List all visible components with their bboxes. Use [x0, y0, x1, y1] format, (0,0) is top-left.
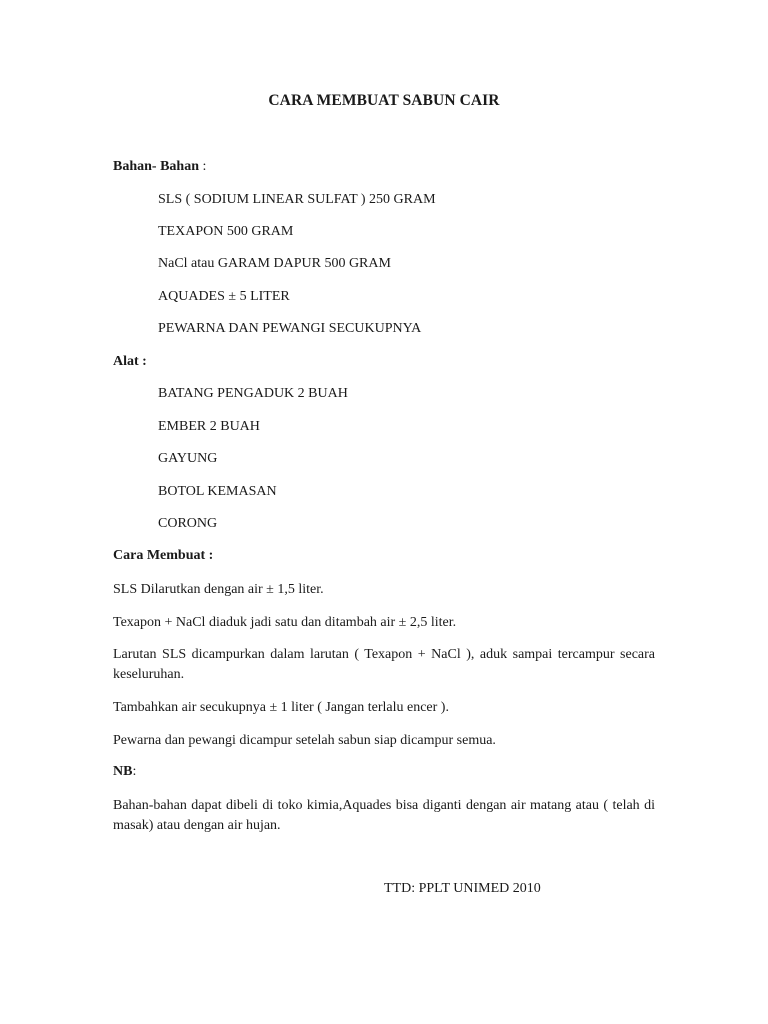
alat-item: CORONG [158, 516, 218, 531]
cara-step: Larutan SLS dicampurkan dalam larutan ( Texapon + NaCl ), aduk sampai tercampur secara keseluruhan. [113, 647, 655, 682]
alat-item: BATANG PENGADUK 2 BUAH [158, 386, 348, 401]
nb-heading-line [113, 764, 136, 780]
bahan-heading: Bahan- Bahan [113, 159, 199, 174]
bahan-heading-line [113, 159, 206, 175]
alat-item: BOTOL KEMASAN [158, 484, 277, 499]
cara-step: Texapon + NaCl diaduk jadi satu dan ditambah air ± 2,5 liter. [113, 615, 457, 630]
cara-step: Tambahkan air secukupnya ± 1 liter ( Jangan terlalu encer ). [113, 700, 449, 715]
bahan-item: TEXAPON 500 GRAM [158, 224, 294, 239]
document-title: CARA MEMBUAT SABUN CAIR [268, 92, 500, 109]
bahan-item: NaCl atau GARAM DAPUR 500 GRAM [158, 256, 391, 271]
alat-heading: Alat : [113, 354, 147, 369]
cara-heading: Cara Membuat : [113, 548, 214, 563]
alat-item: EMBER 2 BUAH [158, 419, 260, 434]
bahan-item: PEWARNA DAN PEWANGI SECUKUPNYA [158, 321, 422, 336]
nb-heading: NB [113, 764, 133, 779]
cara-step: SLS Dilarutkan dengan air ± 1,5 liter. [113, 582, 324, 597]
signature: TTD: PPLT UNIMED 2010 [384, 881, 541, 896]
nb-colon: : [132, 764, 137, 779]
bahan-colon: : [198, 159, 207, 174]
bahan-item: AQUADES ± 5 LITER [158, 289, 290, 304]
alat-item: GAYUNG [158, 451, 218, 466]
nb-text: Bahan-bahan dapat dibeli di toko kimia,Aquades bisa diganti dengan air matang atau ( telah di masak) atau dengan air hujan. [113, 798, 655, 833]
cara-step: Pewarna dan pewangi dicampur setelah sabun siap dicampur semua. [113, 733, 496, 748]
bahan-item: SLS ( SODIUM LINEAR SULFAT ) 250 GRAM [158, 192, 436, 207]
